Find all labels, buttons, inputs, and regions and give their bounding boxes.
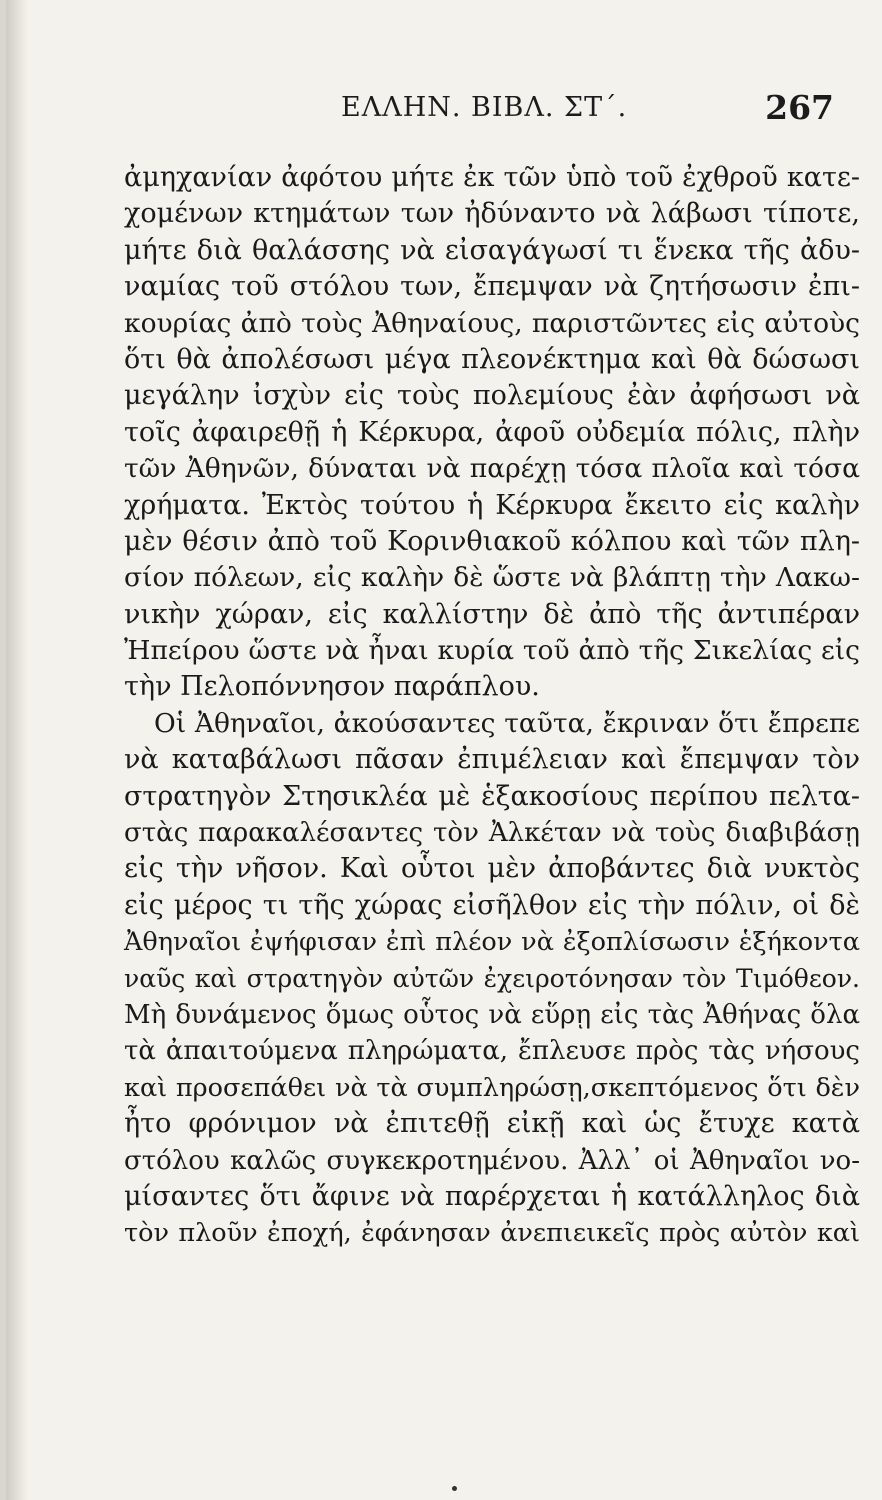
text-line: ὅτι θὰ ἀπολέσωσι μέγα πλεονέκτημα καὶ θὰ δώσωσι bbox=[124, 343, 860, 375]
text-line: καὶ προσεπάθει νὰ τὰ συμπληρώσῃ,σκεπτόμενος ὅτι δὲν bbox=[124, 1072, 860, 1103]
text-line: τὸν πλοῦν ἐποχή, ἐφάνησαν ἀνεπιεικεῖς πρὸς αὐτὸν καὶ bbox=[124, 1218, 860, 1249]
text-line: μεγάλην ἰσχὺν εἰς τοὺς πολεμίους ἐὰν ἀφήσωσι νὰ bbox=[124, 380, 860, 412]
text-line: χρήματα. Ἐκτὸς τούτου ἡ Κέρκυρα ἔκειτο εἰς καλὴν bbox=[124, 489, 860, 521]
text-line: μήτε διὰ θαλάσσης νὰ εἰσαγάγωσί τι ἕνεκα τῆς ἀδυ- bbox=[124, 234, 860, 266]
text-line: τῶν Ἀθηνῶν, δύναται νὰ παρέχῃ τόσα πλοῖα καὶ τόσα bbox=[124, 453, 860, 485]
running-title: ΕΛΛΗΝ. ΒΙΒΛ. ΣΤ΄. bbox=[341, 92, 628, 123]
text-line: ναμίας τοῦ στόλου των, ἔπεμψαν νὰ ζητήσωσιν ἐπι- bbox=[124, 271, 860, 303]
text-line: Ἠπείρου ὥστε νὰ ἦναι κυρία τοῦ ἀπὸ τῆς Σικελίας εἰς bbox=[124, 635, 860, 667]
binding-shadow bbox=[6, 0, 28, 1500]
text-line: νικὴν χώραν, εἰς καλλίστην δὲ ἀπὸ τῆς ἀντιπέραν bbox=[124, 598, 860, 630]
text-line: νὰ καταβάλωσι πᾶσαν ἐπιμέλειαν καὶ ἔπεμψαν τὸν bbox=[124, 744, 860, 776]
text-line: Ἀθηναῖοι ἐψήφισαν ἐπὶ πλέον νὰ ἐξοπλίσωσιν ἑξήκοντα bbox=[124, 927, 860, 958]
text-line: χομένων κτημάτων των ἠδύναντο νὰ λάβωσι τίποτε, bbox=[124, 198, 860, 230]
text-line: Μὴ δυνάμενος ὅμως οὗτος νὰ εὕρῃ εἰς τὰς Ἀθήνας ὅλα bbox=[124, 999, 860, 1030]
text-line: εἰς μέρος τι τῆς χώρας εἰσῆλθον εἰς τὴν πόλιν, οἱ δὲ bbox=[124, 889, 860, 921]
text-line: ἀμηχανίαν ἀφότου μήτε ἐκ τῶν ὑπὸ τοῦ ἐχθροῦ κατε- bbox=[124, 162, 860, 193]
paragraph-start-line: Οἱ Ἀθηναῖοι, ἀκούσαντες ταῦτα, ἔκριναν ὅτι ἔπρεπε bbox=[154, 707, 860, 739]
ink-speck bbox=[452, 1486, 457, 1491]
text-line: ναῦς καὶ στρατηγὸν αὐτῶν ἐχειροτόνησαν τὸν Τιμόθεον. bbox=[124, 963, 860, 993]
text-line: μίσαντες ὅτι ἄφινε νὰ παρέρχεται ἡ κατάλληλος διὰ bbox=[124, 1180, 860, 1212]
paragraph-end-line: τὴν Πελοπόννησον παράπλου. bbox=[124, 671, 540, 703]
page-number: 267 bbox=[765, 88, 834, 127]
text-line: κουρίας ἀπὸ τοὺς Ἀθηναίους, παριστῶντες εἰς αὐτοὺς bbox=[124, 307, 860, 339]
text-line: στόλου καλῶς συγκεκροτημένου. Ἀλλ᾽ οἱ Ἀθηναῖοι νο- bbox=[124, 1145, 860, 1176]
text-line: τὰ ἀπαιτούμενα πληρώματα, ἔπλευσε πρὸς τὰς νήσους bbox=[124, 1036, 860, 1067]
page-header bbox=[341, 88, 834, 132]
text-line: στρατηγὸν Στησικλέα μὲ ἑξακοσίους περίπου πελτα- bbox=[124, 780, 860, 812]
text-line: μὲν θέσιν ἀπὸ τοῦ Κορινθιακοῦ κόλπου καὶ τῶν πλη- bbox=[124, 525, 860, 557]
text-line: τοῖς ἀφαιρεθῇ ἡ Κέρκυρα, ἀφοῦ οὐδεμία πόλις, πλὴν bbox=[124, 416, 860, 448]
body-text bbox=[124, 160, 860, 1252]
text-line: στὰς παρακαλέσαντες τὸν Ἀλκέταν νὰ τοὺς διαβιβάσῃ bbox=[124, 818, 860, 849]
text-line: εἰς τὴν νῆσον. Καὶ οὗτοι μὲν ἀποβάντες διὰ νυκτὸς bbox=[124, 853, 860, 885]
text-line: σίον πόλεων, εἰς καλὴν δὲ ὥστε νὰ βλάπτῃ τὴν Λακω- bbox=[124, 562, 860, 594]
text-line: ἦτο φρόνιμον νὰ ἐπιτεθῇ εἰκῇ καὶ ὡς ἔτυχε κατὰ bbox=[124, 1108, 860, 1140]
